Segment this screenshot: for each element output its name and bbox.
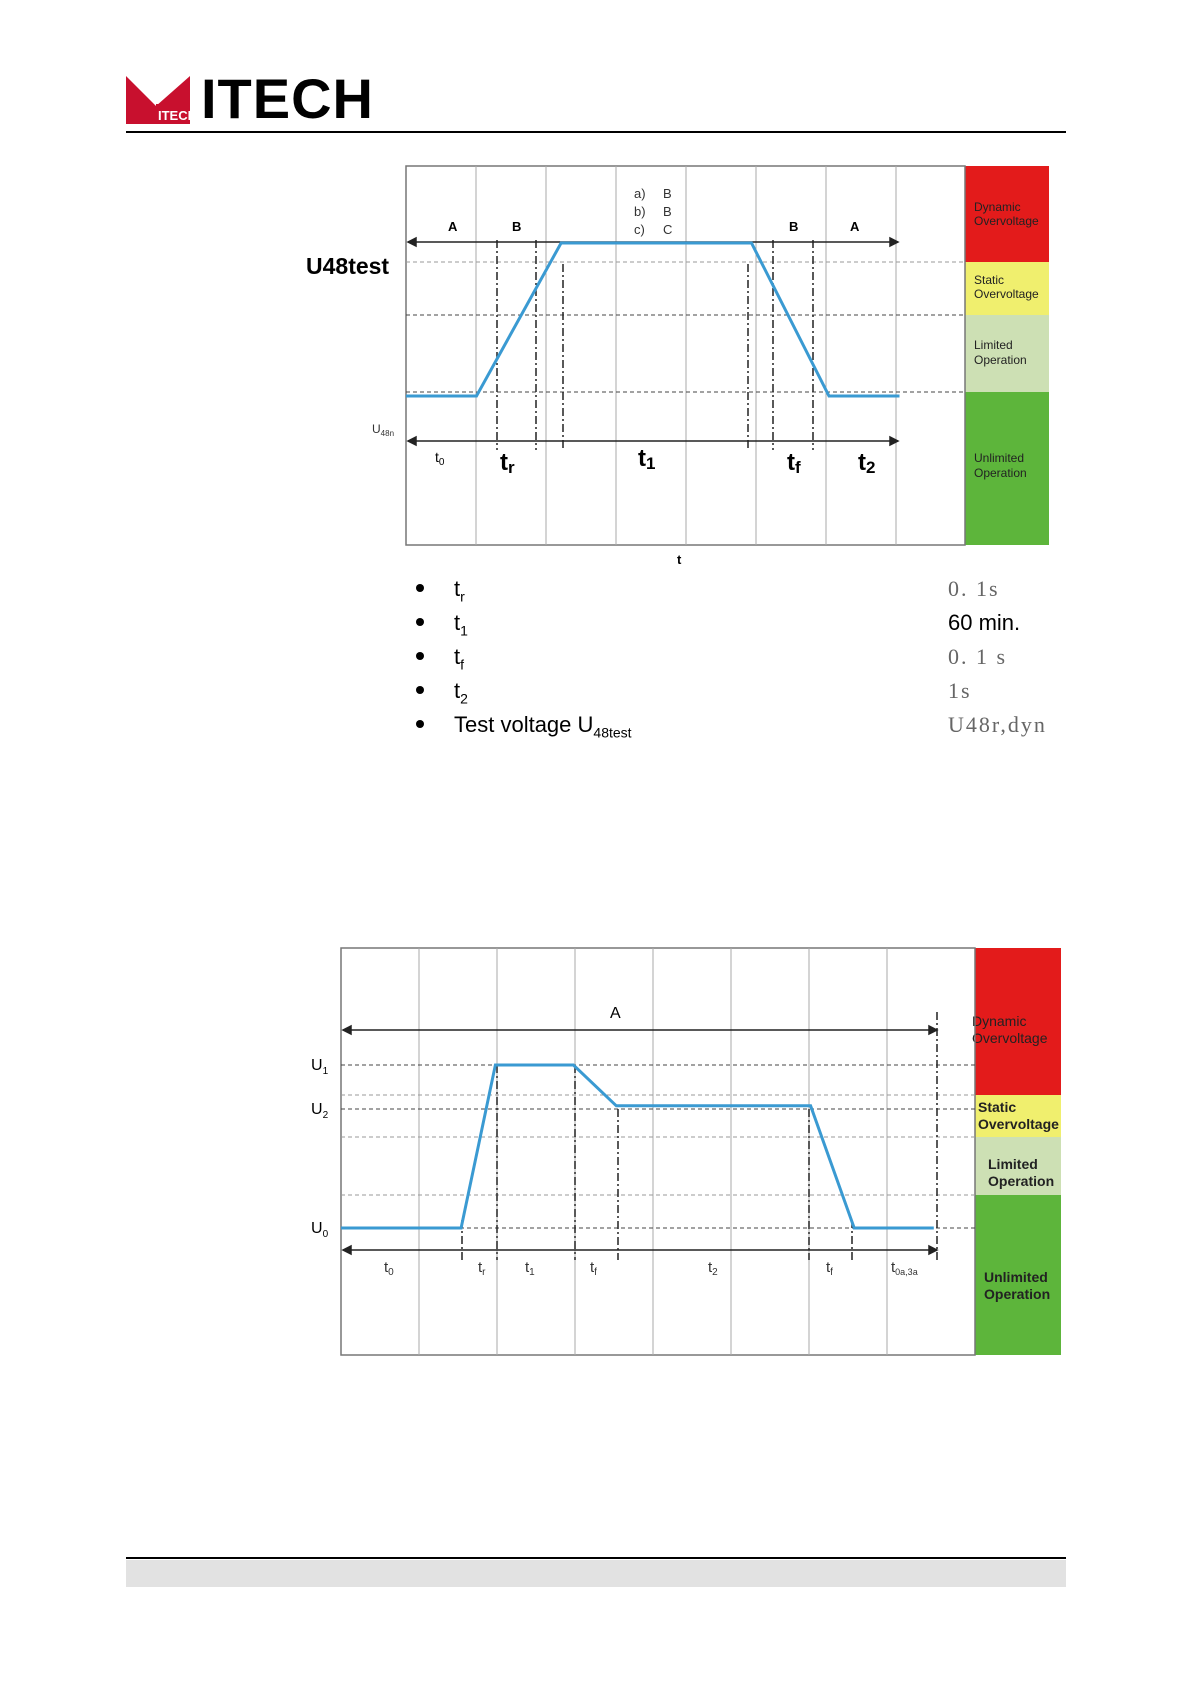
brand-name: ITECH [201,67,374,130]
bullet-icon [416,652,424,660]
zone-label-static: Static Overvoltage [978,1099,1059,1132]
y-label-u2: $U_2$ [311,1101,329,1121]
parameter-list [410,574,1050,744]
svg-text:C: C [663,222,673,237]
segment-label-b-right: B [789,219,799,234]
voltage-curve [341,1065,934,1228]
interval-t1: t1 [638,445,656,473]
svg-text:a): a) [634,186,646,201]
zone-label-static: Static Overvoltage [974,273,1039,301]
zone-label-unlimited: Unlimited Operation [984,1269,1051,1302]
interval-tr: $t_r$ [478,1259,486,1278]
bullet-icon [416,686,424,694]
grid [419,948,887,1355]
zone-label-dynamic: Dynamic Overvoltage [972,1013,1048,1046]
x-axis-label: t [677,552,682,567]
parameter-value: U48r,dyn [948,712,1047,737]
zone-label-unlimited: Unlimited Operation [974,451,1027,480]
voltage-curve [406,243,900,396]
interval-tf: $t_f$ [590,1259,597,1278]
itech-logo [126,67,374,130]
bottom-arrows [408,437,898,445]
zone-label-limited: Limited Operation [974,338,1027,367]
parameter-label: $t_r$ [454,576,465,605]
interval-t0: $t_0$ [384,1259,394,1278]
zone-label-limited: Limited Operation [988,1156,1055,1189]
parameter-label: $t_2$ [454,678,468,707]
parameter-value: 1s [948,678,972,703]
logo-badge-icon [126,76,198,124]
segment-label-a-left: A [448,219,458,234]
header-rule [126,131,1066,133]
baseline-label: $U_{48n}$ [372,422,395,438]
chart-u48test [0,160,1191,580]
svg-text:c): c) [634,222,645,237]
zone-column [972,948,1061,1355]
interval-tr: tr [500,449,515,477]
footer-rule [126,1557,1066,1559]
segment-label-b-left: B [512,219,522,234]
interval-t0: $t_0$ [435,449,445,468]
chart-dynamic-overvoltage [0,940,1191,1400]
bullet-icon [416,720,424,728]
interval-labels [384,1259,918,1278]
parameter-label: $t_f$ [454,644,465,673]
interval-tf2: $t_f$ [826,1259,833,1278]
segment-label-a-right: A [850,219,860,234]
bottom-arrow [343,1246,937,1254]
y-label-u0: $U_0$ [311,1220,329,1240]
y-label-u1: $U_1$ [311,1057,329,1077]
chart1-title: U48test [306,253,390,279]
bullet-icon [416,618,424,626]
segment-label-a: A [610,1005,621,1022]
threshold-lines [341,1065,975,1228]
svg-text:b): b) [634,204,646,219]
svg-text:B: B [663,186,672,201]
interval-t0a3a: $t_{0a,3a}$ [891,1259,918,1277]
parameter-row [410,642,1050,676]
top-arrow [343,1026,937,1034]
zone-label-dynamic: Dynamic Overvoltage [974,200,1039,228]
interval-tf: tf [787,449,801,477]
parameter-value: 60 min. [948,610,1021,635]
parameter-row [410,608,1050,642]
grid [476,166,896,545]
logo-badge-text: ITECH [158,108,197,123]
svg-text:B: B [663,204,672,219]
parameter-label: Test voltage $U_{48test}$ [454,712,632,741]
phase-options [634,186,672,237]
parameter-row [410,574,1050,608]
parameter-value: 0. 1s [948,576,1000,601]
plot-frame [341,948,975,1355]
footer-bar [126,1560,1066,1587]
parameter-row [410,710,1050,744]
interval-t1: $t_1$ [525,1259,535,1278]
interval-labels [435,445,875,477]
parameter-row [410,676,1050,710]
bullet-icon [416,584,424,592]
interval-t2: t2 [858,449,876,477]
phase-markers [462,1012,937,1260]
parameter-label: $t_1$ [454,610,468,639]
interval-t2: $t_2$ [708,1259,718,1278]
zone-column [965,166,1049,545]
parameter-value: 0. 1 s [948,644,1008,669]
